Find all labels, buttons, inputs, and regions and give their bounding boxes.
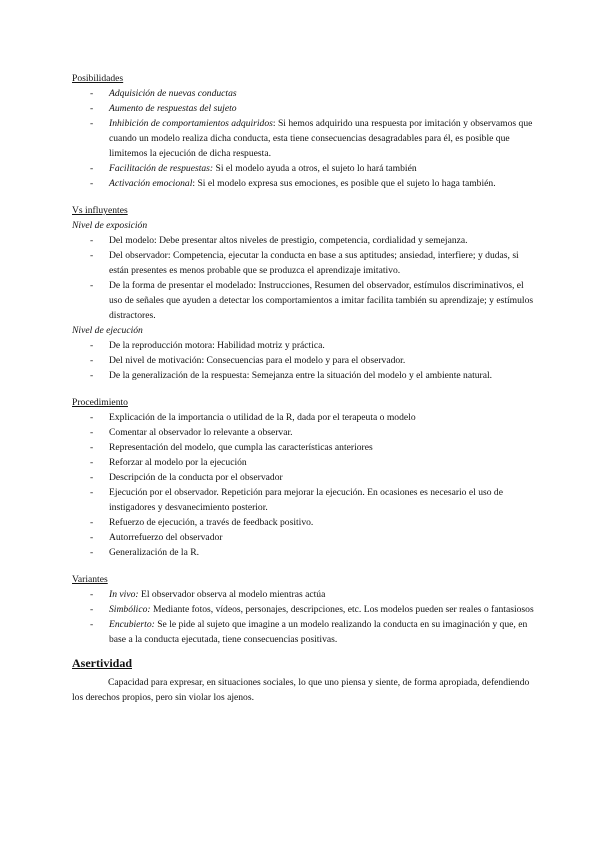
list-item: - Adquisición de nuevas conductas: [109, 86, 534, 101]
list-item: - Inhibición de comportamientos adquiridos: Si hemos adquirido una respuesta por imitación y observamos que cuando un modelo realiza dicha conducta, esta tiene consecuencias desagradables para él, es posible que limitemos la ejecución de dicha respuesta.: [109, 116, 534, 161]
list-item: - Activación emocional: Si el modelo expresa sus emociones, es posible que el sujeto lo haga también.: [109, 176, 534, 191]
list-item: - Comentar al observador lo relevante a observar.: [109, 425, 534, 440]
list-variantes: [72, 587, 534, 647]
list-item: - Del observador: Competencia, ejecutar la conducta en base a sus aptitudes; ansiedad, interfiere; y dudas, si están presentes es menos probable que se produzca el aprendizaje imitativo.: [109, 248, 534, 278]
list-nivel-ejecucion: [72, 338, 534, 383]
list-posibilidades: [72, 86, 534, 191]
list-nivel-exposicion: [72, 233, 534, 323]
list-procedimiento: [72, 410, 534, 560]
document-content: [72, 71, 534, 705]
list-item: - Ejecución por el observador. Repetición para mejorar la ejecución. En ocasiones es necesario el uso de instigadores y desvanecimiento posterior.: [109, 485, 534, 515]
heading-variantes: Variantes: [72, 574, 108, 585]
list-item: - Reforzar al modelo por la ejecución: [109, 455, 534, 470]
list-item: - Del modelo: Debe presentar altos niveles de prestigio, competencia, cordialidad y semejanza.: [109, 233, 534, 248]
list-item: - In vivo: El observador observa al modelo mientras actúa: [109, 587, 534, 602]
heading-vs-influyentes: Vs influyentes: [72, 205, 128, 216]
list-item: - Descripción de la conducta por el observador: [109, 470, 534, 485]
list-item: - Facilitación de respuestas: Si el modelo ayuda a otros, el sujeto lo hará también: [109, 161, 534, 176]
list-item: - De la forma de presentar el modelado: Instrucciones, Resumen del observador, estímulos discriminativos, el uso de señales que ayuden a detectar los comportamientos a imitar facilita también su aprendizaje; y estímulos distractores.: [109, 278, 534, 323]
list-item: - Aumento de respuestas del sujeto: [109, 101, 534, 116]
list-item: - Encubierto: Se le pide al sujeto que imagine a un modelo realizando la conducta en su imaginación y que, en base a la conducta ejecutada, tiene consecuencias positivas.: [109, 617, 534, 647]
list-item: - Refuerzo de ejecución, a través de feedback positivo.: [109, 515, 534, 530]
list-item: - Generalización de la R.: [109, 545, 534, 560]
heading-procedimiento: Procedimiento: [72, 397, 128, 408]
subheading-nivel-ejecucion: Nivel de ejecución: [72, 325, 143, 336]
list-item: - De la reproducción motora: Habilidad motriz y práctica.: [109, 338, 534, 353]
list-item: - Explicación de la importancia o utilidad de la R, dada por el terapeuta o modelo: [109, 410, 534, 425]
subheading-nivel-exposicion: Nivel de exposición: [72, 220, 148, 231]
list-item: - Simbólico: Mediante fotos, vídeos, personajes, descripciones, etc. Los modelos pueden ser reales o fantasiosos: [109, 602, 534, 617]
paragraph-asertividad: Capacidad para expresar, en situaciones sociales, lo que uno piensa y siente, de forma apropiada, defendiendo los derechos propios, pero sin violar los ajenos.: [72, 677, 530, 703]
list-item: - Del nivel de motivación: Consecuencias para el modelo y para el observador.: [109, 353, 534, 368]
heading-posibilidades: Posibilidades: [72, 73, 124, 84]
section-title-asertividad: Asertividad: [72, 656, 132, 670]
list-item: - De la generalización de la respuesta: Semejanza entre la situación del modelo y el ambiente natural.: [109, 368, 534, 383]
list-item: - Autorrefuerzo del observador: [109, 530, 534, 545]
list-item: - Representación del modelo, que cumpla las características anteriores: [109, 440, 534, 455]
